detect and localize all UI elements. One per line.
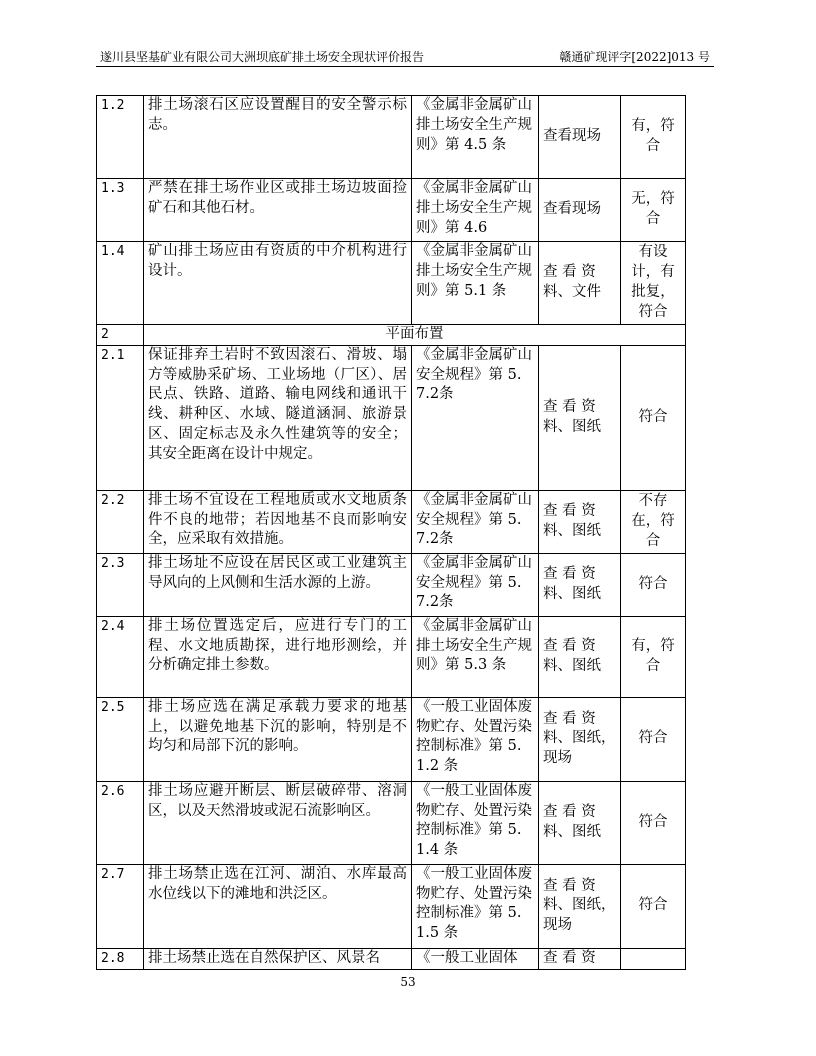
requirement-cell: 排土场位置选定后，应进行专门的工程、水文地质勘探，进行地形测绘，并分析确定排土参数。 [144, 616, 412, 697]
basis-cell: 《金属非金属矿山安全规程》第 5.7.2条 [412, 553, 539, 616]
requirement-cell: 排土场禁止选在江河、湖泊、水库最高水位线以下的滩地和洪泛区。 [144, 864, 412, 948]
requirement-cell: 保证排弃土岩时不致因滚石、滑坡、塌方等威胁采矿场、工业场地（厂区）、居民点、铁路、道路、输电网线和通讯干线、耕种区、水域、隧道涵洞、旅游景区、固定标志及永久性建筑等的安全；其安全距离在设计中规定。 [144, 345, 412, 490]
row-number: 1.4 [97, 242, 144, 325]
check-method-cell: 查 看 资料、图纸 [539, 345, 621, 490]
header-report-number: 赣通矿现评字[2022]013 号 [559, 50, 710, 64]
basis-cell: 《金属非金属矿山安全规程》第 5.7.2条 [412, 345, 539, 490]
row-number: 2.4 [97, 616, 144, 697]
evaluation-table-body [97, 96, 686, 970]
row-number: 2.7 [97, 864, 144, 948]
result-cell: 不存在，符合 [621, 490, 686, 553]
requirement-cell: 严禁在排土场作业区或排土场边坡面捡矿石和其他石材。 [144, 179, 412, 242]
basis-cell: 《一般工业固体废物贮存、处置污染控制标准》第 5.1.4 条 [412, 781, 539, 864]
row-number: 2.8 [97, 948, 144, 969]
basis-cell: 《金属非金属矿山安全规程》第 5.7.2条 [412, 490, 539, 553]
table-row [97, 490, 686, 553]
row-number: 2.1 [97, 345, 144, 490]
section-title: 平面布置 [144, 325, 686, 346]
table-row [97, 96, 686, 179]
row-number: 1.3 [97, 179, 144, 242]
check-method-cell: 查 看 资料、图纸 [539, 490, 621, 553]
page-header [96, 48, 714, 67]
page-number: 53 [400, 975, 416, 989]
basis-cell: 《一般工业固体废物贮存、处置污染控制标准》第 5.1.5 条 [412, 864, 539, 948]
check-method-cell: 查 看 资 [539, 948, 621, 969]
result-cell: 有，符合 [621, 616, 686, 697]
table-row [97, 345, 686, 490]
result-cell: 无，符合 [621, 179, 686, 242]
check-method-cell: 查看现场 [539, 96, 621, 179]
table-row [97, 948, 686, 969]
result-cell [621, 948, 686, 969]
table-row [97, 242, 686, 325]
table-row [97, 864, 686, 948]
requirement-cell: 排土场禁止选在自然保护区、风景名 [144, 948, 412, 969]
evaluation-table [96, 95, 686, 970]
requirement-cell: 排土场址不应设在居民区或工业建筑主导风向的上风侧和生活水源的上游。 [144, 553, 412, 616]
result-cell: 有设计，有批复，符合 [621, 242, 686, 325]
requirement-cell: 排土场应选在满足承载力要求的地基上，以避免地基下沉的影响，特别是不均匀和局部下沉的影响。 [144, 697, 412, 781]
requirement-cell: 排土场滚石区应设置醒目的安全警示标志。 [144, 96, 412, 179]
basis-cell: 《一般工业固体 [412, 948, 539, 969]
check-method-cell: 查看现场 [539, 179, 621, 242]
check-method-cell: 查 看 资料、图纸 [539, 781, 621, 864]
result-cell: 符合 [621, 553, 686, 616]
row-number: 2.2 [97, 490, 144, 553]
result-cell: 符合 [621, 345, 686, 490]
header-report-title: 遂川县坚基矿业有限公司大洲坝底矿排土场安全现状评价报告 [100, 50, 425, 64]
basis-cell: 《金属非金属矿山排土场安全生产规则》第 4.5 条 [412, 96, 539, 179]
check-method-cell: 查 看 资料、图纸 [539, 616, 621, 697]
requirement-cell: 排土场应避开断层、断层破碎带、溶洞区，以及天然滑坡或泥石流影响区。 [144, 781, 412, 864]
basis-cell: 《金属非金属矿山排土场安全生产规则》第 5.1 条 [412, 242, 539, 325]
check-method-cell: 查 看 资料、图纸，现场 [539, 864, 621, 948]
table-row [97, 553, 686, 616]
table-row [97, 179, 686, 242]
check-method-cell: 查 看 资料、图纸 [539, 553, 621, 616]
result-cell: 有，符合 [621, 96, 686, 179]
result-cell: 符合 [621, 781, 686, 864]
check-method-cell: 查 看 资料、文件 [539, 242, 621, 325]
result-cell: 符合 [621, 697, 686, 781]
row-number: 2.6 [97, 781, 144, 864]
row-number: 2 [97, 325, 144, 346]
result-cell: 符合 [621, 864, 686, 948]
row-number: 2.5 [97, 697, 144, 781]
basis-cell: 《金属非金属矿山排土场安全生产规则》第 4.6 [412, 179, 539, 242]
row-number: 1.2 [97, 96, 144, 179]
basis-cell: 《金属非金属矿山排土场安全生产规则》第 5.3 条 [412, 616, 539, 697]
row-number: 2.3 [97, 553, 144, 616]
requirement-cell: 矿山排土场应由有资质的中介机构进行设计。 [144, 242, 412, 325]
check-method-cell: 查 看 资料、图纸，现场 [539, 697, 621, 781]
section-row [97, 325, 686, 346]
basis-cell: 《一般工业固体废物贮存、处置污染控制标准》第 5.1.2 条 [412, 697, 539, 781]
table-row [97, 697, 686, 781]
requirement-cell: 排土场不宜设在工程地质或水文地质条件不良的地带；若因地基不良而影响安全，应采取有效措施。 [144, 490, 412, 553]
table-row [97, 781, 686, 864]
table-row [97, 616, 686, 697]
